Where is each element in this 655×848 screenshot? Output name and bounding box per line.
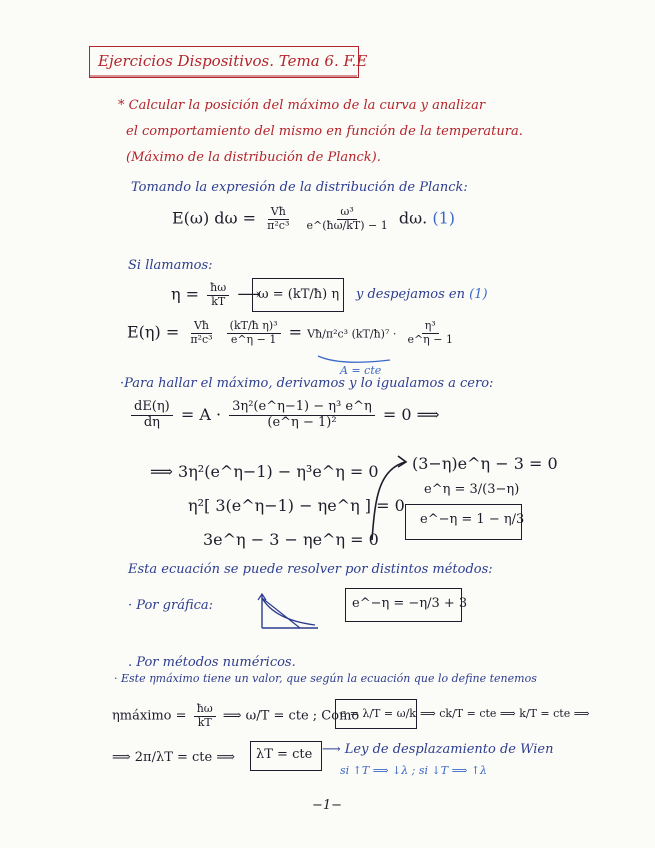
deriv-den: (e^η − 1)²: [267, 414, 337, 430]
eta-max-tail: ⟹ ck/T = cte ⟹ k/T = cte ⟹: [420, 707, 590, 720]
step-2: η²[ 3(e^η−1) − ηe^η ] = 0: [188, 496, 405, 515]
eq1-left: E(ω) dω =: [172, 208, 257, 228]
eta-arrow: ⟶: [237, 284, 261, 304]
result-3: e^−η = 1 − η/3: [420, 512, 525, 527]
eta-max-left: ηmáximo =: [112, 708, 187, 724]
despejamos-ref: (1): [469, 287, 488, 302]
eq2-num: (kT/ħ η)³: [227, 320, 281, 334]
por-grafica: · Por gráfica:: [128, 598, 214, 613]
deriv-rhs: = 0 ⟹: [382, 404, 440, 424]
deriv-left-den: dη: [143, 414, 160, 430]
eta-max-den: kT: [197, 715, 212, 729]
eq2-den: e^η − 1: [230, 332, 277, 346]
eq2-coef-den: π²c³: [190, 332, 213, 346]
ley-text: ⟶ Ley de desplazamiento de Wien: [322, 742, 554, 757]
page-title: Ejercicios Dispositivos. Tema 6. F.E: [98, 52, 368, 70]
por-numericos: . Por métodos numéricos.: [128, 655, 296, 670]
eq2-note: A = cte: [340, 364, 382, 377]
deriv-left-num: dE(η): [131, 400, 173, 416]
connector-head: [398, 456, 406, 467]
connector-curve: [372, 462, 405, 540]
eq2-rhs-num: η³: [422, 320, 439, 334]
mini-graph: [258, 594, 318, 628]
para-hallar: ·Para hallar el máximo, derivamos y lo igualamos a cero:: [120, 376, 494, 391]
eq1-ref: (1): [432, 208, 455, 228]
eq2-rhs-den: e^η − 1: [407, 332, 453, 346]
eq2-rhs-a: Vħ/π²c³ (kT/ħ)⁷ ·: [307, 327, 397, 341]
task-line-1: * Calcular la posición del máximo de la curva y analizar: [118, 98, 486, 113]
eq1-coef-num: Vħ: [268, 206, 289, 220]
c-box-text: c = λ/T = ω/k: [340, 707, 416, 720]
eq2-eq: =: [288, 322, 303, 342]
grafica-eq: e^−η = −η/3 + 3: [352, 596, 468, 611]
eq1-tail: dω.: [398, 208, 428, 228]
deriv-eq: = A ·: [180, 404, 222, 424]
ley-note: si ↑T ⟹ ↓λ ; si ↓T ⟹ ↑λ: [340, 764, 488, 777]
tomando-text: Tomando la expresión de la distribución de Planck:: [131, 180, 468, 195]
eq1-num: ω³: [337, 206, 356, 220]
final-line: ⟹ 2π/λT = cte ⟹: [112, 750, 235, 765]
eq2-left: E(η) =: [127, 322, 180, 342]
eta-def-left: η =: [171, 284, 200, 304]
step-1: ⟹ 3η²(e^η−1) − η³e^η = 0: [150, 462, 379, 481]
task-line-3: (Máximo de la distribución de Planck).: [126, 150, 381, 165]
page-number: −1−: [312, 798, 343, 813]
eta-def-num: ħω: [207, 282, 229, 296]
eta-max-num: ħω: [194, 703, 216, 717]
eta-max-impl: ⟹ ω/T = cte ; Como: [222, 708, 360, 724]
eq1-coef-den: π²c³: [267, 218, 290, 232]
eq2-coef-num: Vħ: [191, 320, 212, 334]
task-line-2: el comportamiento del mismo en función de la temperatura.: [126, 124, 523, 139]
result-2: e^η = 3/(3−η): [424, 482, 520, 497]
omega-box-text: ω = (kT/ħ) η: [258, 287, 340, 302]
este-text: · Este ηmáximo tiene un valor, que según la ecuación que lo define tenemos: [114, 672, 537, 685]
si-llamamos: Si llamamos:: [128, 258, 213, 273]
step-3: 3e^η − 3 − ηe^η = 0: [203, 530, 379, 549]
esta-ecuacion: Esta ecuación se puede resolver por distintos métodos:: [128, 562, 493, 577]
result-1: (3−η)e^η − 3 = 0: [412, 454, 558, 473]
eq2-brace: [318, 356, 390, 362]
final-box-text: λT = cte: [256, 747, 313, 762]
despejamos-label: y despejamos en: [356, 287, 465, 302]
eta-def-den: kT: [211, 294, 226, 308]
eq1-den: e^(ħω/kT) − 1: [306, 218, 388, 232]
deriv-num: 3η²(e^η−1) − η³ e^η: [229, 400, 375, 416]
